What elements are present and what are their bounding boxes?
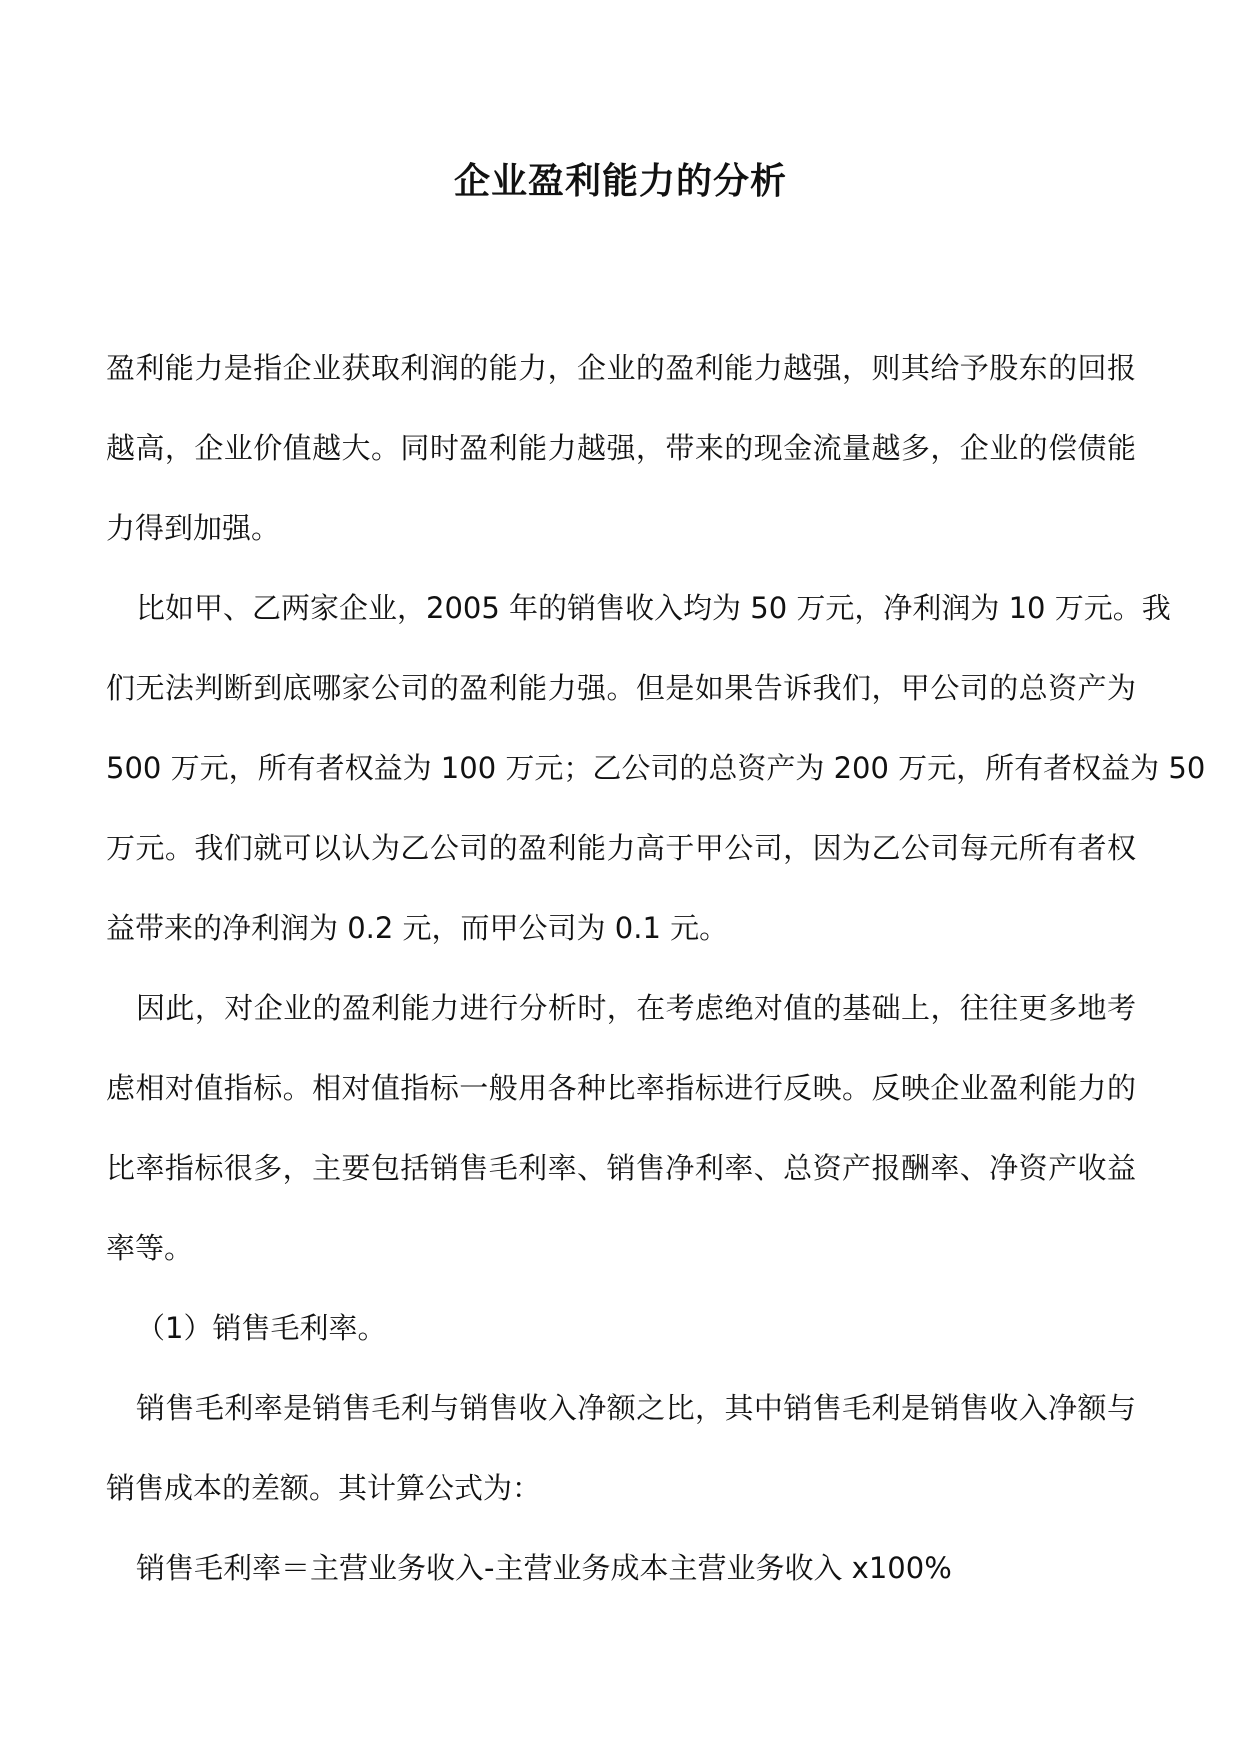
paragraph-line: 万元。我们就可以认为乙公司的盈利能力高于甲公司，因为乙公司每元所有者权 [106, 831, 1136, 865]
paragraph-line: 率等。 [106, 1231, 194, 1265]
paragraph-line: 越高，企业价值越大。同时盈利能力越强，带来的现金流量越多，企业的偿债能 [106, 431, 1136, 465]
paragraph-line: 500 万元，所有者权益为 100 万元；乙公司的总资产为 200 万元，所有者权益为 50 [106, 751, 1206, 785]
paragraph-line: 比如甲、乙两家企业，2005 年的销售收入均为 50 万元，净利润为 10 万元。我 [136, 591, 1171, 625]
paragraph-line: 力得到加强。 [106, 511, 281, 545]
paragraph-line: 销售毛利率是销售毛利与销售收入净额之比，其中销售毛利是销售收入净额与 [136, 1391, 1136, 1425]
paragraph-line: 们无法判断到底哪家公司的盈利能力强。但是如果告诉我们，甲公司的总资产为 [106, 671, 1136, 705]
paragraph-line: 因此，对企业的盈利能力进行分析时，在考虑绝对值的基础上，往往更多地考 [136, 991, 1136, 1025]
document-title: 企业盈利能力的分析 [453, 161, 787, 202]
section-heading: （1）销售毛利率。 [136, 1311, 387, 1345]
paragraph-line: 盈利能力是指企业获取利润的能力，企业的盈利能力越强，则其给予股东的回报 [106, 351, 1136, 385]
paragraph-line: 销售成本的差额。其计算公式为： [106, 1471, 542, 1505]
paragraph-line: 益带来的净利润为 0.2 元，而甲公司为 0.1 元。 [106, 911, 729, 945]
paragraph-line: 比率指标很多，主要包括销售毛利率、销售净利率、总资产报酬率、净资产收益 [106, 1151, 1136, 1185]
paragraph-line: 虑相对值指标。相对值指标一般用各种比率指标进行反映。反映企业盈利能力的 [106, 1071, 1136, 1105]
formula-line: 销售毛利率＝主营业务收入-主营业务成本主营业务收入 x100% [136, 1551, 952, 1585]
